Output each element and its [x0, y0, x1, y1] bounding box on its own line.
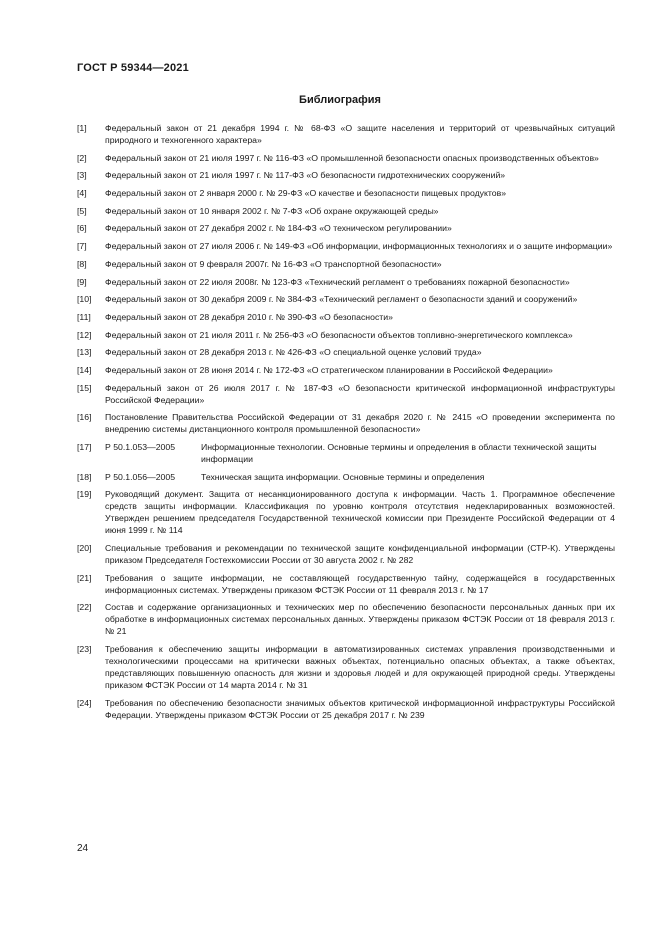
bibliography-entry — [77, 488, 615, 536]
bibliography-entry — [77, 382, 615, 406]
entry-number: [21] — [77, 572, 92, 583]
bibliography-entry — [77, 293, 615, 305]
entry-number: [4] — [77, 188, 87, 199]
entry-text: Федеральный закон от 28 июня 2014 г. № 172-ФЗ «О стратегическом планировании в Российской Федерации» — [105, 364, 553, 375]
bibliography-entry — [77, 471, 615, 483]
entry-number: [18] — [77, 471, 92, 482]
entry-text: Требования по обеспечению безопасности значимых объектов критической информационной инфраструктуры Российской Федерации. Утверждены приказом ФСТЭК России от 25 декабря 2017 г. № 239 — [105, 697, 615, 720]
entry-number: [7] — [77, 241, 87, 252]
entry-text: Федеральный закон от 28 декабря 2010 г. № 390-ФЗ «О безопасности» — [105, 311, 393, 322]
bibliography-entry — [77, 311, 615, 323]
entry-text: Федеральный закон от 22 июля 2008г. № 123-ФЗ «Технический регламент о требованиях пожарной безопасности» — [105, 276, 570, 287]
bibliography-entry — [77, 364, 615, 376]
entry-text: Федеральный закон от 21 июля 1997 г. № 116-ФЗ «О промышленной безопасности опасных производственных объектов» — [105, 152, 599, 163]
bibliography-entry — [77, 411, 615, 435]
entry-number: [2] — [77, 152, 87, 163]
bibliography-entry — [77, 329, 615, 341]
entry-number: [16] — [77, 412, 92, 423]
bibliography-entry — [77, 205, 615, 217]
bibliography-entry — [77, 122, 615, 146]
bibliography-entry — [77, 643, 615, 691]
entry-text: Федеральный закон от 21 июля 2011 г. № 256-ФЗ «О безопасности объектов топливно-энергетического комплекса» — [105, 329, 573, 340]
entry-number: [17] — [77, 442, 92, 452]
bibliography-entry — [77, 258, 615, 270]
entry-number: [23] — [77, 644, 92, 655]
entry-number: [9] — [77, 276, 87, 287]
entry-number: [11] — [77, 311, 91, 322]
entry-number: [13] — [77, 347, 92, 358]
bibliography-entry — [77, 697, 615, 721]
bibliography-entry — [77, 169, 615, 181]
bibliography-entry — [77, 542, 615, 566]
entry-number: [19] — [77, 489, 92, 500]
entry-document-code: Р 50.1.053—2005 — [105, 442, 176, 452]
bibliography-entry — [77, 152, 615, 164]
bibliography-list — [77, 122, 615, 727]
entry-number: [1] — [77, 123, 87, 133]
entry-number: [14] — [77, 364, 92, 375]
entry-number: [20] — [77, 543, 92, 554]
entry-text: Федеральный закон от 21 июля 1997 г. № 117-ФЗ «О безопасности гидротехнических сооружений» — [105, 170, 506, 181]
entry-number: [6] — [77, 223, 87, 234]
entry-text: Руководящий документ. Защита от несанкционированного доступа к информации. Часть 1. Программное обеспечение средств защиты информации. Классификация по уровню контроля отсутствия недекларированных возможностей. Утвержден решением председателя Государственной технической комиссии при Президенте Российской Федерации от 4 июня 1999 г. № 114 — [105, 489, 615, 536]
bibliography-entry — [77, 240, 615, 252]
entry-document-code: Р 50.1.056—2005 — [105, 471, 176, 482]
entry-text: Техническая защита информации. Основные термины и определения — [201, 471, 485, 482]
bibliography-entry — [77, 222, 615, 234]
entry-text: Федеральный закон от 26 июля 2017 г. № 187-ФЗ «О безопасности критической информационной инфраструктуры Российской Федерации» — [105, 382, 615, 405]
bibliography-entry — [77, 187, 615, 199]
entry-text: Постановление Правительства Российской Федерации от 31 декабря 2020 г. № 2415 «О проведении эксперимента по внедрению системы дистанционного контроля промышленной безопасности» — [105, 412, 615, 435]
entry-number: [8] — [77, 258, 87, 269]
entry-text: Федеральный закон от 27 декабря 2002 г. № 184-ФЗ «О техническом регулировании» — [105, 223, 452, 234]
entry-text: Требования к обеспечению защиты информации в автоматизированных системах управления производственными и технологическими процессами на критически важных объектах, потенциально опасных объектах, а также объектах, представляющих повышенную опасность для жизни и здоровья людей и для окружающей природной среды. Утверждены приказом ФСТЭК России от 14 марта 2014 г. № 31 — [105, 644, 615, 691]
entry-number: [5] — [77, 205, 87, 216]
entry-text: Федеральный закон от 2 января 2000 г. № 29-ФЗ «О качестве и безопасности пищевых продуктов» — [105, 188, 507, 199]
entry-text: Состав и содержание организационных и технических мер по обеспечению безопасности персональных данных при их обработке в информационных системах персональных данных. Утверждены приказом ФСТЭК России от 18 февраля 2013 г. № 21 — [105, 602, 615, 637]
entry-number: [22] — [77, 602, 92, 613]
bibliography-title: Библиография — [299, 94, 381, 106]
entry-text: Федеральный закон от 9 февраля 2007г. № 16-ФЗ «О транспортной безопасности» — [105, 258, 442, 269]
entry-number: [12] — [77, 329, 92, 340]
entry-number: [24] — [77, 697, 92, 708]
entry-text: Федеральный закон от 28 декабря 2013 г. № 426-ФЗ «О специальной оценке условий труда» — [105, 347, 482, 358]
entry-text: Специальные требования и рекомендации по технической защите конфиденциальной информации (СТР-К). Утверждены приказом Председателя Гостехкомиссии России от 30 августа 2002 г. № 282 — [105, 543, 615, 566]
entry-text: Требования о защите информации, не составляющей государственную тайну, содержащейся в государственных информационных системах. Утверждены приказом ФСТЭК России от 11 февраля 2013 г. № 17 — [105, 572, 615, 595]
entry-text: Федеральный закон от 27 июля 2006 г. № 149-ФЗ «Об информации, информационных технологиях и о защите информации» — [105, 241, 613, 252]
entry-text: Информационные технологии. Основные термины и определения в области технической защиты информации — [201, 442, 597, 464]
entry-text: Федеральный закон от 21 декабря 1994 г. № 68-ФЗ «О защите населения и территорий от чрезвычайных ситуаций природного и техногенного характера» — [105, 123, 615, 145]
bibliography-entry — [77, 601, 615, 637]
entry-text: Федеральный закон от 10 января 2002 г. № 7-ФЗ «Об охране окружающей среды» — [105, 205, 439, 216]
entry-number: [10] — [77, 294, 92, 305]
bibliography-entry — [77, 346, 615, 358]
entry-text: Федеральный закон от 30 декабря 2009 г. № 384-ФЗ «Технический регламент о безопасности зданий и сооружений» — [105, 294, 578, 305]
entry-number: [3] — [77, 170, 87, 181]
entry-number: [15] — [77, 382, 92, 393]
bibliography-entry — [77, 276, 615, 288]
page-number: 24 — [77, 843, 89, 854]
bibliography-entry — [77, 441, 615, 465]
bibliography-entry — [77, 572, 615, 596]
document-standard-number: ГОСТ Р 59344—2021 — [77, 62, 189, 74]
